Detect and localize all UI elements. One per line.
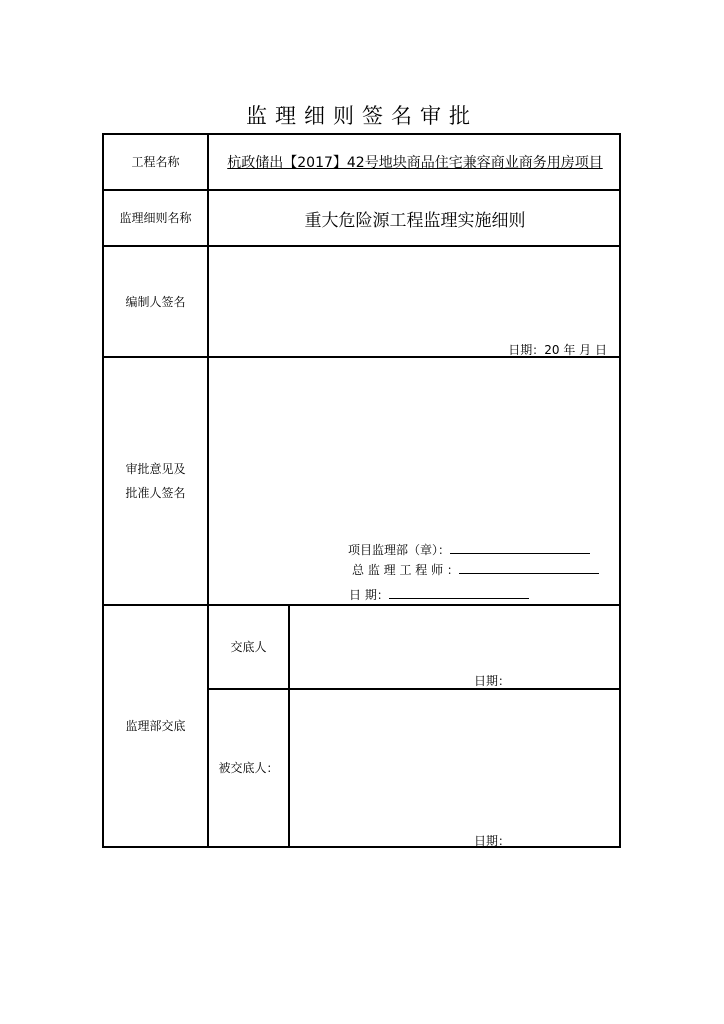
handover-receiver-date: 日期：	[474, 834, 511, 848]
approval-label-line2: 批准人签名	[125, 486, 186, 500]
handover-giver-label: 交底人	[230, 640, 267, 654]
date-signature-line	[389, 586, 529, 599]
approval-label	[104, 358, 207, 604]
author-date: 日期：20 年 月 日	[508, 343, 607, 357]
detail-name-label: 监理细则名称	[119, 211, 192, 225]
author-signature-label: 编制人签名	[125, 294, 186, 309]
approval-date-label: 日 期：	[349, 588, 389, 602]
column-divider	[288, 604, 290, 846]
approval-dept-label: 项目监理部（章）：	[348, 543, 451, 557]
approval-date	[349, 586, 529, 603]
handover-label: 监理部交底	[125, 719, 186, 733]
dept-signature-line	[450, 541, 590, 554]
handover-giver-date: 日期：	[474, 674, 511, 688]
document-title: 监理细则签名审批	[246, 104, 478, 128]
handover-receiver-label: 被交底人：	[218, 761, 279, 775]
project-name-value: 杭政储出【2017】42号地块商品住宅兼容商业商务用房项目	[227, 155, 603, 171]
detail-name-value: 重大危险源工程监理实施细则	[304, 210, 526, 231]
approval-form-table	[102, 133, 621, 848]
approval-chief-label: 总 监 理 工 程 师 ：	[352, 563, 459, 577]
project-name-label: 工程名称	[131, 155, 180, 169]
chief-signature-line	[459, 561, 599, 574]
approval-chief	[352, 561, 599, 578]
approval-dept-stamp	[348, 541, 590, 558]
approval-label-line1: 审批意见及	[125, 462, 186, 476]
